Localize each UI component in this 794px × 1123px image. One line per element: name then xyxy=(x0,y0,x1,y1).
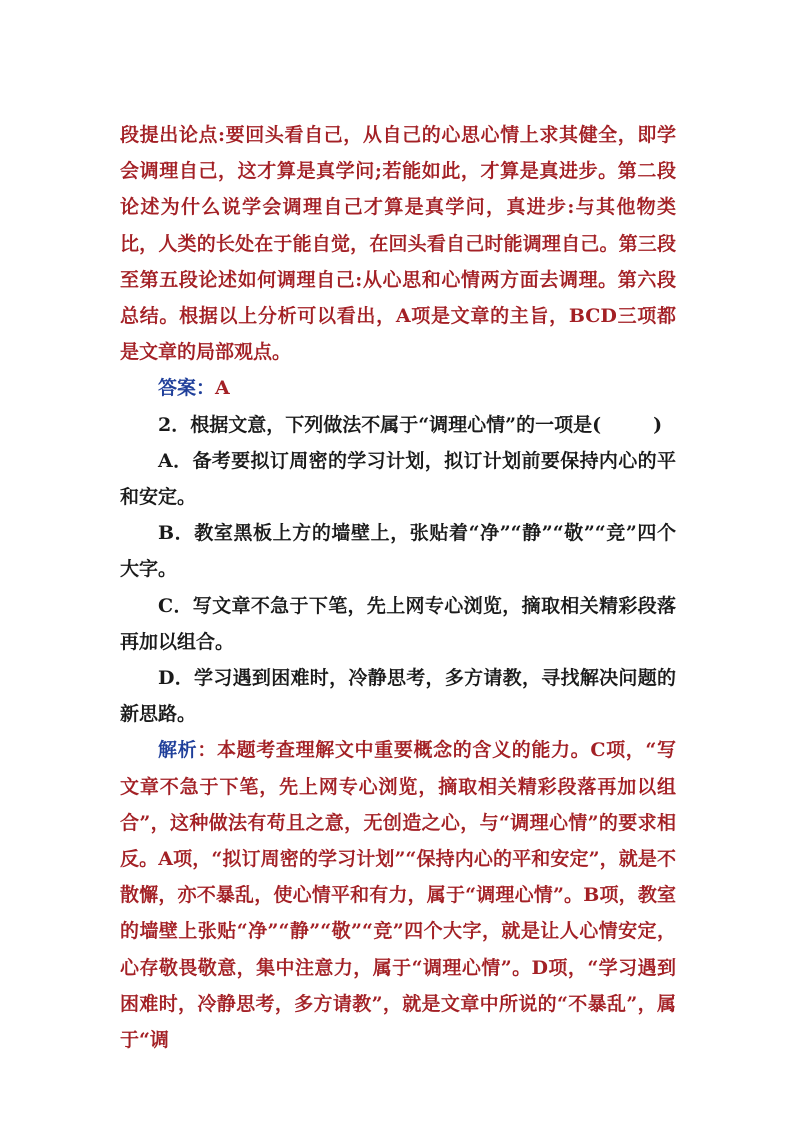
option-b: B．教室黑板上方的墙壁上，张贴着“净”“静”“敬”“竞”四个大字。 xyxy=(120,522,676,581)
option-d: D．学习遇到困难时，冷静思考，多方请教，寻找解决问题的新思路。 xyxy=(120,667,676,726)
answer-line xyxy=(120,370,676,406)
document-page xyxy=(120,117,676,1058)
analysis-2-label: 解析 xyxy=(158,739,198,762)
answer-value: A xyxy=(215,377,230,400)
answer-label: 答案： xyxy=(158,377,216,400)
question-2-stem-close: ) xyxy=(653,413,663,436)
analysis-continuation-paragraph: 段提出论点:要回头看自己，从自己的心思心情上求其健全，即学会调理自己，这才算是真学问;若能如此，才算是真进步。第二段论述为什么说学会调理自己才算是真学问，真进步:与其他物类比，人类的长处在于能自觉，在回头看自己时能调理自己。第三段至第五段论述如何调理自己:从心思和心情两方面去调理。第六段总结。根据以上分析可以看出，A项是文章的主旨，BCD三项都是文章的局部观点。 xyxy=(120,124,676,364)
option-c: C．写文章不急于下笔，先上网专心浏览，摘取相关精彩段落再加以组合。 xyxy=(120,594,676,653)
option-a: A．备考要拟订周密的学习计划，拟订计划前要保持内心的平和安定。 xyxy=(120,449,676,509)
question-2-stem xyxy=(120,407,676,443)
analysis-2-text: ：本题考查理解文中重要概念的含义的能力。C项，“写文章不急于下笔，先上网专心浏览，摘取相关精彩段落再加以组合”，这种做法有苟且之意，无创造之心，与“调理心情”的要求相反。A项，“拟订周密的学习计划”“保持内心的平和安定”，就是不散懈，亦不暴乱，使心情平和有力，属于“调理心情”。B项，教室的墙壁上张贴“净”“静”“敬”“竞”四个大字，就是让人心情安定，心存敬畏敬意，集中注意力，属于“调理心情”。D项，“学习遇到困难时，冷静思考，多方请教”，就是文章中所说的“不暴乱”，属于“调 xyxy=(120,739,676,1052)
analysis-2-paragraph xyxy=(120,732,676,1058)
question-2-stem-text: 2．根据文意，下列做法不属于“调理心情”的一项是( xyxy=(158,413,602,436)
